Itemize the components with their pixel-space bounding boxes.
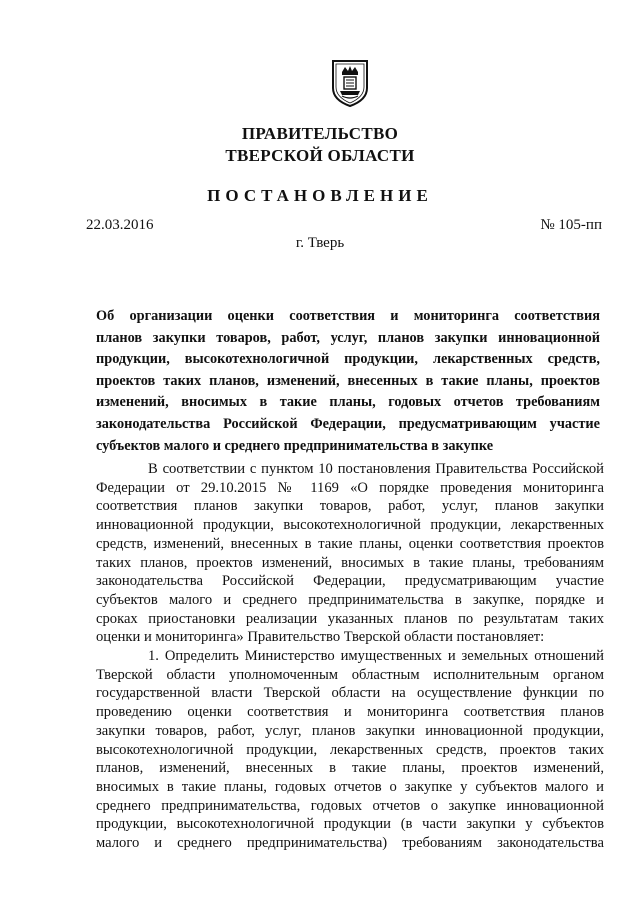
body-line: вносимых в такие планы, годовых отчетов о закупке у субъектов малого и — [96, 778, 604, 795]
title-line: субъектов малого и среднего предпринимательства в закупке — [96, 437, 494, 454]
organization-name-line1: ПРАВИТЕЛЬСТВО — [241, 124, 399, 143]
document-body — [96, 460, 604, 853]
document-number: № 105-пп — [540, 217, 602, 233]
body-line: малого и среднего предпринимательства) требованиям законодательства — [96, 835, 604, 852]
body-line: высокотехнологичной продукции, лекарственных средств, проектов таких — [96, 741, 604, 758]
body-line: продукции, высокотехнологичной продукции (в части закупки у субъектов — [96, 816, 604, 833]
body-line: сроках приостановки реализации указанных планов по результатам таких — [96, 610, 604, 627]
body-line: законодательства Российской Федерации, предусматривающим участие — [96, 573, 604, 590]
body-line: инновационной продукции, высокотехнологичной продукции, лекарственных — [96, 517, 604, 534]
body-line: субъектов малого и среднего предпринимательства в закупке, порядке и — [96, 591, 604, 608]
body-line: средств, изменений, внесенных в такие планы, оценки соответствия проектов — [96, 535, 604, 552]
body-line: закупки товаров, работ, услуг, планов закупки инновационной продукции, — [96, 722, 604, 739]
body-line: таких планов, проектов изменений, вносимых в такие планы, требованиям — [96, 554, 604, 571]
document-title — [96, 306, 600, 457]
document-date: 22.03.2016 — [86, 217, 154, 233]
body-line: проведению оценки соответствия и мониторинга соответствия планов — [96, 704, 604, 721]
coat-of-arms-icon — [330, 58, 370, 108]
title-line: изменений, вносимых в такие планы, годовых отчетов требованиям — [96, 394, 600, 411]
body-line: среднего предпринимательства, годовых отчетов о закупке инновационной — [96, 797, 604, 814]
body-line: государственной власти Тверской области на осуществление функции по — [96, 685, 604, 702]
title-line: Об организации оценки соответствия и мониторинга соответствия — [96, 308, 600, 324]
body-line: оценки и мониторинга» Правительство Тверской области постановляет: — [96, 629, 545, 646]
title-line: проектов таких планов, изменений, внесенных в такие планы, проектов — [96, 372, 600, 389]
body-line: соответствия планов закупки товаров, работ, услуг, планов закупки — [96, 498, 604, 515]
title-line: планов закупки товаров, работ, услуг, планов закупки инновационной — [96, 329, 600, 346]
title-line: законодательства Российской Федерации, предусматривающим участие — [96, 415, 600, 432]
document-type: ПОСТАНОВЛЕНИЕ — [207, 186, 433, 205]
body-line: В соответствии с пунктом 10 постановления Правительства Российской — [148, 461, 604, 477]
body-line: планов, изменений, внесенных в такие планы, проектов изменений, — [96, 760, 604, 777]
body-line: Тверской области уполномоченным областным исполнительным органом — [96, 666, 604, 683]
body-line: 1. Определить Министерство имущественных и земельных отношений — [148, 648, 604, 665]
document-city: г. Тверь — [295, 235, 345, 251]
title-line: продукции, высокотехнологичной продукции, лекарственных средств, — [96, 351, 600, 368]
body-line: Федерации от 29.10.2015 № 1169 «О порядке проведения мониторинга — [96, 479, 604, 496]
organization-name-line2: ТВЕРСКОЙ ОБЛАСТИ — [225, 146, 415, 165]
